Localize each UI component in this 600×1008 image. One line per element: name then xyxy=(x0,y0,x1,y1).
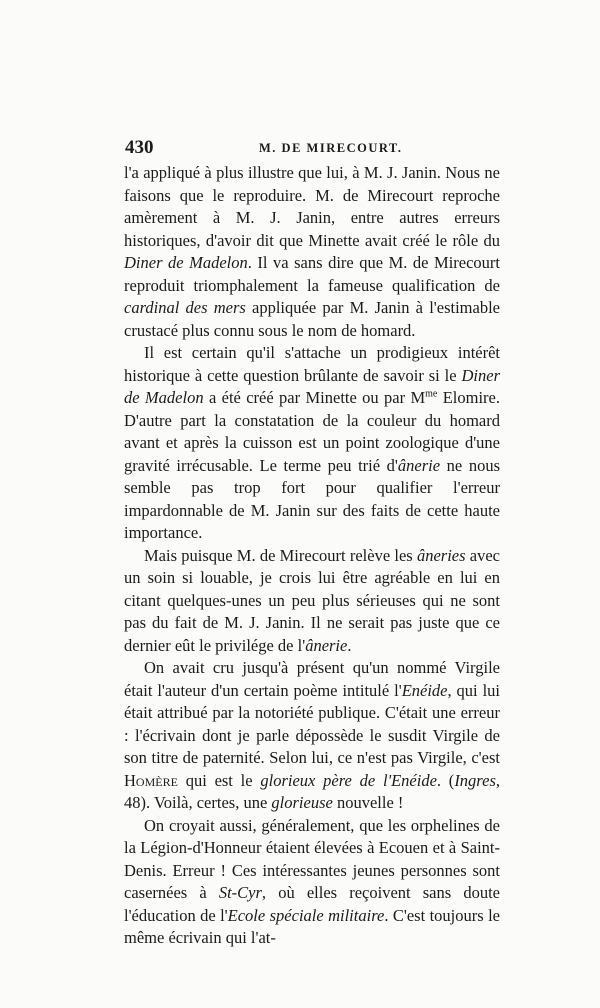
text-run: nouvelle ! xyxy=(332,793,404,812)
text-run: On avait cru jusqu'à présent qu'un nommé Virgile était l'auteur d'un certain poème intitulé l' xyxy=(124,658,500,700)
italic-text: Diner de Madelon xyxy=(124,253,248,272)
italic-text: âneries xyxy=(416,545,466,565)
text-run: Mais puisque M. de Mirecourt relève les xyxy=(144,545,417,565)
text-run: appliquée par M. Janin à l'estimable crustacé plus connu sous le nom de homard. xyxy=(124,298,500,340)
italic-text: ânerie xyxy=(397,455,441,475)
italic-text: Diner de Madelon xyxy=(124,365,500,407)
text-run: avec un soin si louable, je crois lui être agréable en lui en citant quelques-unes un peu plus sérieuses qui ne sont pas du fait de M. J. Janin. Il ne serait pas juste que ce dernier eût le privilége de l' xyxy=(124,545,500,655)
paragraph xyxy=(124,657,500,815)
italic-text: cardinal des mers xyxy=(124,298,246,317)
italic-text: ânerie xyxy=(305,635,348,655)
italic-text: glorieux père de l'Enéide xyxy=(260,770,437,790)
page-number: 430 xyxy=(125,137,154,158)
running-title: M. DE MIRECOURT. xyxy=(259,141,403,155)
italic-text: glorieuse xyxy=(271,793,333,812)
text-run: . ( xyxy=(436,770,455,790)
text-run: qui est le xyxy=(177,770,261,790)
text-run: . Il va sans dire que M. de Mirecourt reproduit triomphalement la fameuse qualification de xyxy=(124,253,500,295)
small-caps-text: Homère xyxy=(124,770,178,790)
text-run: ne nous semble pas trop fort pour qualifier l'erreur impardonnable de M. Janin sur des faits de cette haute importance. xyxy=(124,455,500,542)
text-run: Elomire. D'autre part la constatation de la couleur du homard avant et après la cuisson est un point zoologique d'une gravité irrécusable. Le terme peu trié d' xyxy=(124,388,500,475)
text-run: , où elles reçoivent sans doute l'éducation de l' xyxy=(124,883,500,925)
text-run: a été créé par Minette ou par M xyxy=(203,388,426,407)
paragraph xyxy=(124,545,500,658)
italic-text: St-Cyr xyxy=(218,883,262,902)
text-run: . C'est toujours le même écrivain qui l'at- xyxy=(124,905,500,947)
page-header xyxy=(125,137,500,161)
text-run: l'a appliqué à plus illustre que lui, à M. J. Janin. Nous ne faisons que le reproduire. M. de Mirecourt reproche amèrement à M. J. Janin, entre autres erreurs historiques, d'avoir dit que Minette avait créé le rôle du xyxy=(124,163,500,250)
text-run: , qui lui était attribué par la notoriété publique. C'était une erreur : l'écrivain dont je parle dépossède le susdit Virgile de son titre de paternité. Selon lui, ce n'est pas Virgile, c'est xyxy=(124,680,500,767)
italic-text: Enéide xyxy=(401,680,448,700)
italic-text: Ingres xyxy=(454,770,496,790)
text-run: On croyait aussi, généralement, que les orphelines de la Légion-d'Honneur étaient élevées à Ecouen et à Saint-Denis. Erreur ! Ces intéressantes jeunes personnes sont casernées à xyxy=(124,815,500,902)
text-run: Il est certain qu'il s'attache un prodigieux intérêt historique à cette question brûlante de savoir si le xyxy=(124,343,500,385)
body-text xyxy=(124,162,500,950)
superscript-text: me xyxy=(425,388,438,400)
paragraph xyxy=(124,342,500,545)
italic-text: Ecole spéciale militaire xyxy=(227,905,385,925)
text-run: . xyxy=(347,635,352,655)
text-run: , 48). Voilà, certes, une xyxy=(124,770,500,812)
paragraph xyxy=(124,162,500,342)
paragraph xyxy=(124,815,500,950)
